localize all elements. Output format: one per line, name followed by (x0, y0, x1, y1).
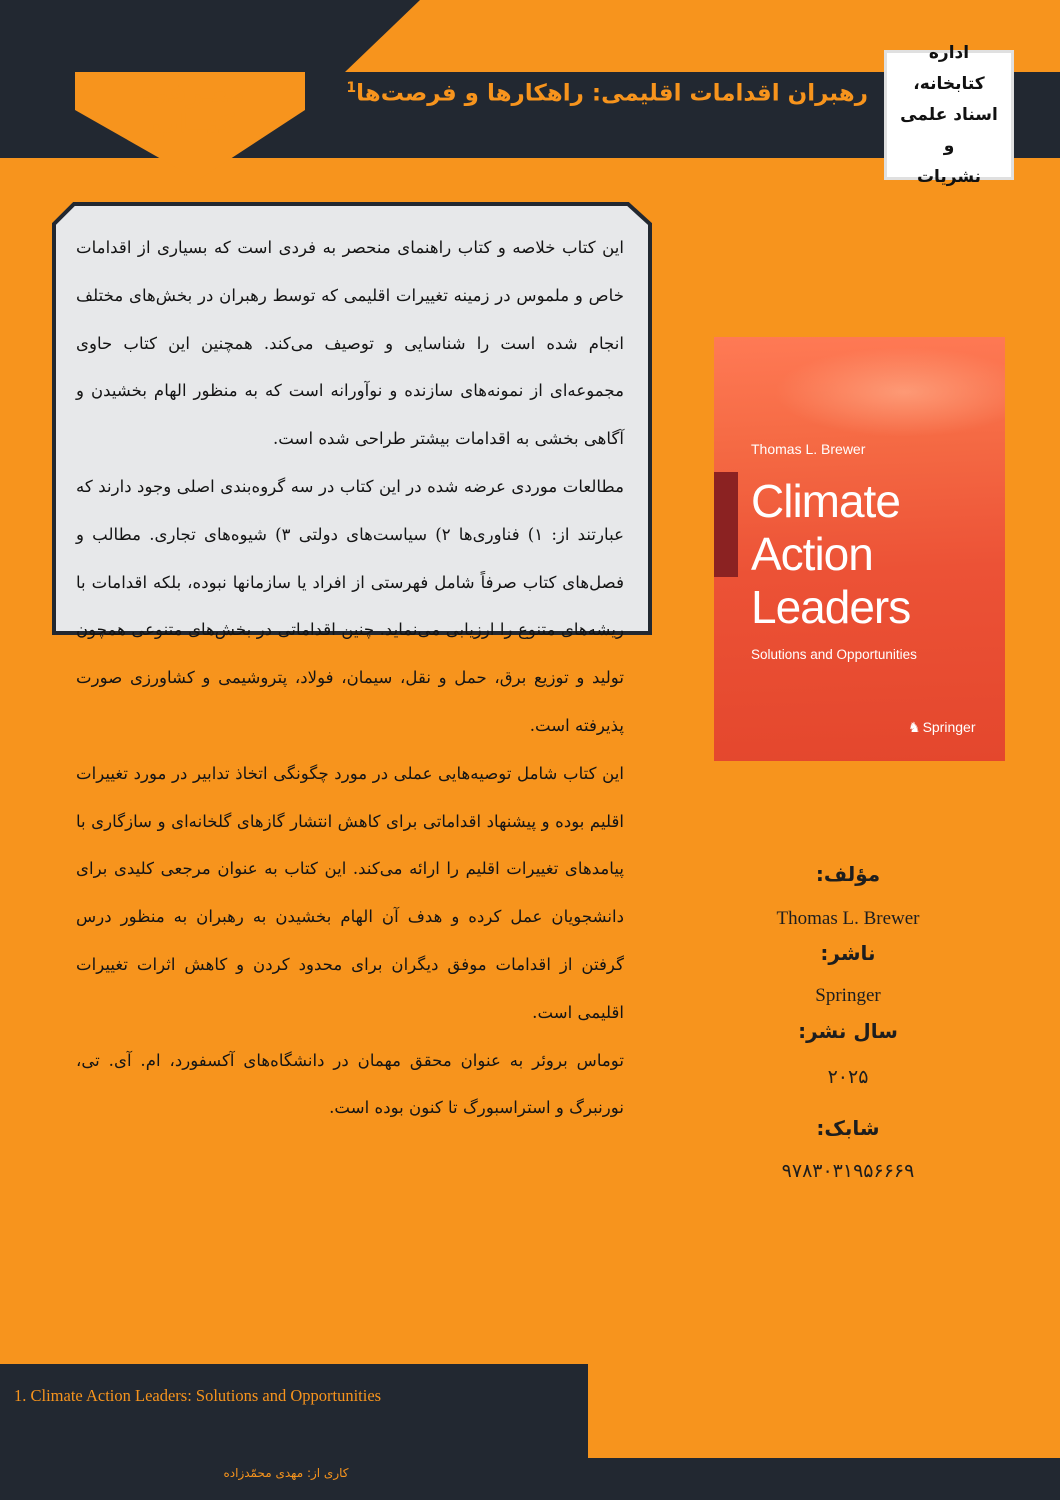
publisher-label: ناشر: (820, 941, 876, 965)
credit-text: کاری از: مهدی محمّدزاده (223, 1466, 349, 1480)
publisher-value: Springer (815, 985, 881, 1006)
description-paragraph: مطالعات موردی عرضه شده در این کتاب در سه گروه‌بندی اصلی وجود دارند که عبارتند از: ۱) فناوری‌ها ۲) سیاست‌های دولتی ۳) شیوه‌های تجاری. مطالب و فصل‌های کتاب صرفاً شامل فهرستی از افراد یا سازمانها نبوده، بلکه اقدامات با ریشه‌های متنوع را ارزیابی می‌نماید. چنین اقداماتی در بخش‌های متنوعی همچون تولید و توزیع برق، حمل و نقل، سیمان، فولاد، پتروشیمی و کشاورزی صورت پذیرفته است. (76, 476, 624, 735)
cover-title-line: Climate (751, 475, 900, 527)
cover-author: Thomas L. Brewer (751, 441, 866, 457)
organization-label (893, 38, 1005, 193)
book-title (308, 80, 868, 107)
footnote-marker[interactable]: 1 (346, 80, 357, 96)
footnote-text: 1. Climate Action Leaders: Solutions and Opportunities (14, 1386, 382, 1405)
isbn-value: ۹۷۸۳۰۳۱۹۵۶۶۶۹ (781, 1161, 915, 1182)
cover-publisher (908, 719, 975, 736)
description-text (76, 224, 624, 1132)
description-paragraph: این کتاب خلاصه و کتاب راهنمای منحصر به فردی است که بسیاری از اقدامات خاص و ملموس در زمینه تغییرات اقلیمی که توسط رهبران در بخش‌های مختلف انجام شده است را شناسایی و توصیف می‌کند. همچنین این کتاب حاوی مجموعه‌ای از نمونه‌های سازنده و نوآورانه است که به منظور الهام بخشیدن و آگاهی بخشی به اقدامات بیشتر طراحی شده است. (76, 238, 624, 449)
cover-title (751, 475, 910, 634)
description-paragraph: توماس بروئر به عنوان محقق مهمان در دانشگاه‌های آکسفورد، ام. آی. تی، نورنبرگ و استراسبورگ تا کنون بوده است. (76, 1050, 624, 1118)
cover-subtitle: Solutions and Opportunities (751, 647, 917, 662)
year-label: سال نشر: (798, 1019, 898, 1043)
cover-title-line: Action (751, 528, 873, 580)
book-title-text: رهبران اقدامات اقلیمی: راهکارها و فرصت‌ها (356, 80, 868, 107)
footnote-band (0, 1364, 588, 1458)
organization-line: اداره کتابخانه، (913, 42, 985, 94)
section-title: معـرفی کتــاب (141, 78, 245, 140)
cover-title-line: Leaders (751, 581, 911, 633)
isbn-label: شابک: (816, 1116, 880, 1140)
author-label: مؤلف: (815, 862, 881, 886)
book-cover (714, 337, 1005, 761)
springer-horse-icon: ♞ (908, 719, 921, 735)
organization-line: نشریات (916, 166, 982, 187)
cover-publisher-label: Springer (922, 719, 976, 735)
cover-glow (774, 347, 1005, 437)
organization-line: اسناد علمی و (900, 104, 998, 156)
organization-box (884, 42, 1014, 187)
credit-band (0, 1458, 1060, 1500)
description-paragraph: این کتاب شامل توصیه‌هایی عملی در مورد چگونگی اتخاذ تدابیر در مورد تغییرات اقلیم بوده و پیشنهاد اقداماتی برای کاهش انتشار گازهای گلخانه‌ای و سازگاری با پیامدهای تغییرات اقلیم را ارائه می‌کند. این کتاب به عنوان مرجعی کلیدی برای دانشجویان عمل کرده و هدف آن الهام بخشیدن به رهبران به منظور درس گرفتن از اقدامات موفق دیگران برای محدود کردن و کاهش اثرات تغییرات اقلیمی است. (76, 763, 624, 1022)
author-value: Thomas L. Brewer (776, 908, 920, 929)
cover-stripe (714, 472, 738, 577)
year-value: ۲۰۲۵ (827, 1067, 869, 1088)
